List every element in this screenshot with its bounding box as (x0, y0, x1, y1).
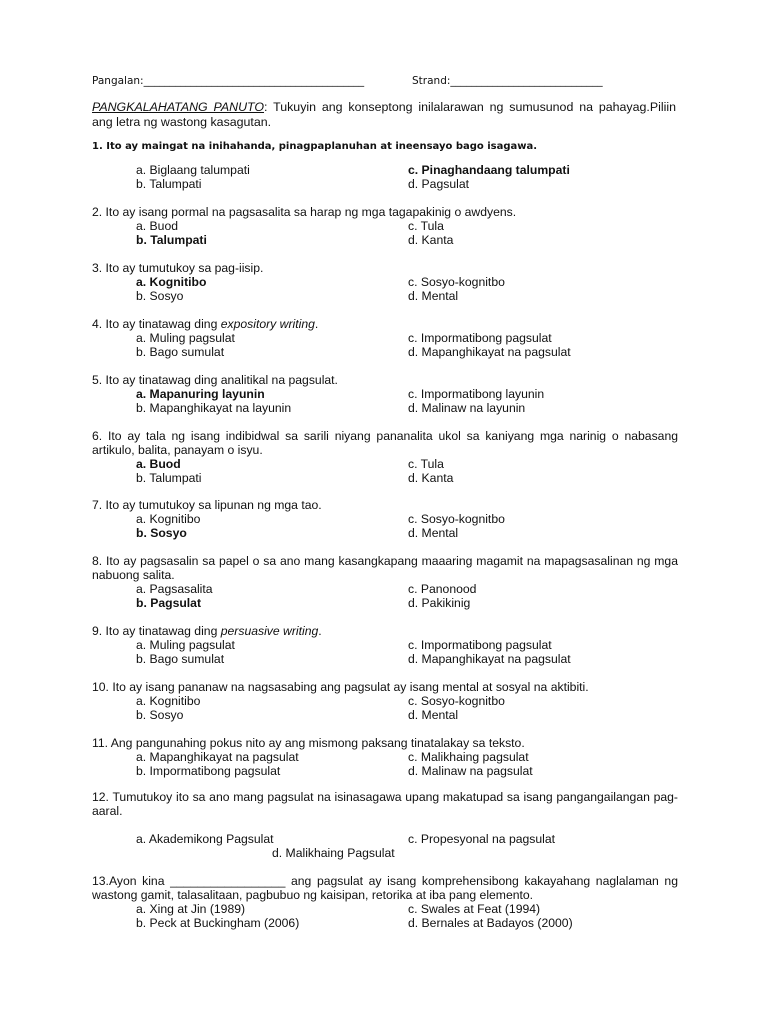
choice-grid (136, 457, 678, 485)
choice-c: c. Sosyo-kognitbo (408, 512, 505, 526)
question-6 (92, 429, 678, 485)
choice-grid (136, 582, 678, 610)
choice-a: a. Muling pagsulat (136, 331, 235, 345)
question-text: 11. Ang pangunahing pokus nito ay ang mismong paksang tinatalakay sa teksto. (92, 736, 525, 750)
choice-a: a. Biglaang talumpati (136, 163, 250, 177)
choice-a: a. Akademikong Pagsulat (136, 832, 274, 846)
question-1-text: 1. Ito ay maingat na inihahanda, pinagpaplanuhan at ineensayo bago isagawa. (92, 141, 538, 152)
choice-d: d. Mental (408, 708, 459, 722)
choice-d: d. Mental (408, 289, 459, 303)
choice-c: c. Swales at Feat (1994) (408, 902, 541, 916)
question-8 (92, 554, 678, 610)
instructions-text: Tukuyin ang konseptong inilalarawan ng sumusunod na pahayag.Piliin ang letra ng wastong kasagutan. (92, 100, 676, 129)
question-text: 8. Ito ay pagsasalin sa papel o sa ano mang kasangkapang maaaring magamit na mapagsasalinan ng mga nabuong salita. (92, 554, 678, 582)
choice-grid (136, 832, 678, 846)
question-text (92, 317, 678, 331)
choice-a: a. Kognitibo (136, 275, 207, 289)
question-7 (92, 498, 678, 540)
choice-b: b. Pagsulat (136, 596, 202, 610)
choice-c: c. Impormatibong pagsulat (408, 638, 552, 652)
question-text-emphasis: persuasive writing (220, 624, 319, 638)
question-1 (92, 163, 678, 191)
question-text: 7. Ito ay tumutukoy sa lipunan ng mga tao. (92, 498, 322, 512)
question-text: 2. Ito ay isang pormal na pagsasalita sa harap ng mga tagapakinig o awdyens. (92, 205, 517, 219)
choice-c: c. Sosyo-kognitbo (408, 275, 505, 289)
strand-field (412, 74, 603, 88)
name-field (92, 74, 364, 88)
choice-d: d. Mapanghikayat na pagsulat (408, 345, 571, 359)
choice-c: c. Impormatibong pagsulat (408, 331, 552, 345)
choice-d: d. Malikhaing Pagsulat (272, 846, 395, 860)
choice-grid (136, 750, 678, 778)
question-text: 6. Ito ay tala ng isang indibidwal sa sarili niyang pananalita ukol sa kaniyang mga narinig o nabasang artikulo, balita, panayam o isyu. (92, 429, 678, 457)
choice-grid (136, 512, 678, 540)
general-instructions (92, 100, 676, 130)
question-5 (92, 373, 678, 415)
choice-c: c. Malikhaing pagsulat (408, 750, 529, 764)
choice-c: c. Sosyo-kognitbo (408, 694, 505, 708)
choice-grid (136, 163, 678, 191)
choice-d: d. Pakikinig (408, 596, 471, 610)
choice-c: c. Tula (408, 219, 444, 233)
choice-d: d. Mapanghikayat na pagsulat (408, 652, 571, 666)
question-2 (92, 205, 678, 247)
question-text (92, 624, 678, 638)
choice-a: a. Mapanghikayat na pagsulat (136, 750, 299, 764)
choice-b: b. Sosyo (136, 526, 187, 540)
choice-grid (136, 219, 678, 247)
choice-d: d. Kanta (408, 471, 454, 485)
choice-grid (136, 694, 678, 722)
question-11 (92, 736, 678, 778)
question-text-emphasis: expository writing (220, 317, 315, 331)
choice-a: a. Pagsasalita (136, 582, 213, 596)
choice-d: d. Kanta (408, 233, 454, 247)
choice-a: a. Muling pagsulat (136, 638, 235, 652)
question-text-end: . (314, 317, 319, 331)
choice-b: b. Impormatibong pagsulat (136, 764, 281, 778)
question-13 (92, 874, 678, 930)
choice-b: b. Talumpati (136, 471, 202, 485)
choice-grid (136, 638, 678, 666)
choice-b: b. Bago sumulat (136, 345, 225, 359)
choice-d: d. Mental (408, 526, 459, 540)
choice-grid (136, 902, 678, 930)
question-text-start: 4. Ito ay tinatawag ding (92, 317, 221, 331)
choice-c: c. Tula (408, 457, 444, 471)
question-12 (92, 790, 678, 860)
question-text: 13.Ayon kina _________________ ang pagsulat ay isang komprehensibong kakayahang naglalaman ng wastong gamit, talasalitaan, pagbubuo ng kaisipan, retorika at iba pang elemento. (92, 874, 678, 902)
choice-d: d. Bernales at Badayos (2000) (408, 916, 573, 930)
choice-c: c. Pinaghandaang talumpati (408, 163, 570, 177)
question-text: 3. Ito ay tumutukoy sa pag-iisip. (92, 261, 264, 275)
choice-a: a. Mapanuring layunin (136, 387, 265, 401)
choice-a: a. Buod (136, 457, 181, 471)
question-4 (92, 317, 678, 359)
question-text: 5. Ito ay tinatawag ding analitikal na pagsulat. (92, 373, 338, 387)
name-blank-line: __________________________________________ (143, 75, 365, 87)
question-3 (92, 261, 678, 303)
question-text-start: 9. Ito ay tinatawag ding (92, 624, 221, 638)
choice-b: b. Talumpati (136, 177, 202, 191)
name-label: Pangalan: (92, 75, 144, 87)
choice-d: d. Pagsulat (408, 177, 469, 191)
instructions-heading: PANGKALAHATANG PANUTO (92, 100, 265, 114)
choice-a: a. Kognitibo (136, 694, 201, 708)
choice-a: a. Buod (136, 219, 179, 233)
choice-c: c. Propesyonal na pagsulat (408, 832, 556, 846)
strand-blank-line: _____________________________ (450, 75, 603, 87)
choice-b: b. Sosyo (136, 708, 184, 722)
question-9 (92, 624, 678, 666)
choice-grid (136, 331, 678, 359)
choice-d: d. Malinaw na layunin (408, 401, 526, 415)
choice-a: a. Xing at Jin (1989) (136, 902, 246, 916)
choice-b: b. Talumpati (136, 233, 207, 247)
choice-c: c. Impormatibong layunin (408, 387, 545, 401)
choice-b: b. Mapanghikayat na layunin (136, 401, 292, 415)
instructions-colon: : (264, 100, 268, 114)
question-text: 10. Ito ay isang pananaw na nagsasabing ang pagsulat ay isang mental at sosyal na aktibiti. (92, 680, 589, 694)
choice-b: b. Sosyo (136, 289, 184, 303)
question-10 (92, 680, 678, 722)
choice-b: b. Bago sumulat (136, 652, 225, 666)
choice-d: d. Malinaw na pagsulat (408, 764, 533, 778)
question-text-end: . (318, 624, 322, 638)
choice-grid (136, 387, 678, 415)
choice-c: c. Panonood (408, 582, 477, 596)
question-text: 12. Tumutukoy ito sa ano mang pagsulat na isinasagawa upang makatupad sa isang pangangailangan pag-aaral. (92, 790, 678, 818)
choice-b: b. Peck at Buckingham (2006) (136, 916, 300, 930)
choice-grid (136, 275, 678, 303)
choice-a: a. Kognitibo (136, 512, 201, 526)
strand-label: Strand: (412, 75, 451, 87)
